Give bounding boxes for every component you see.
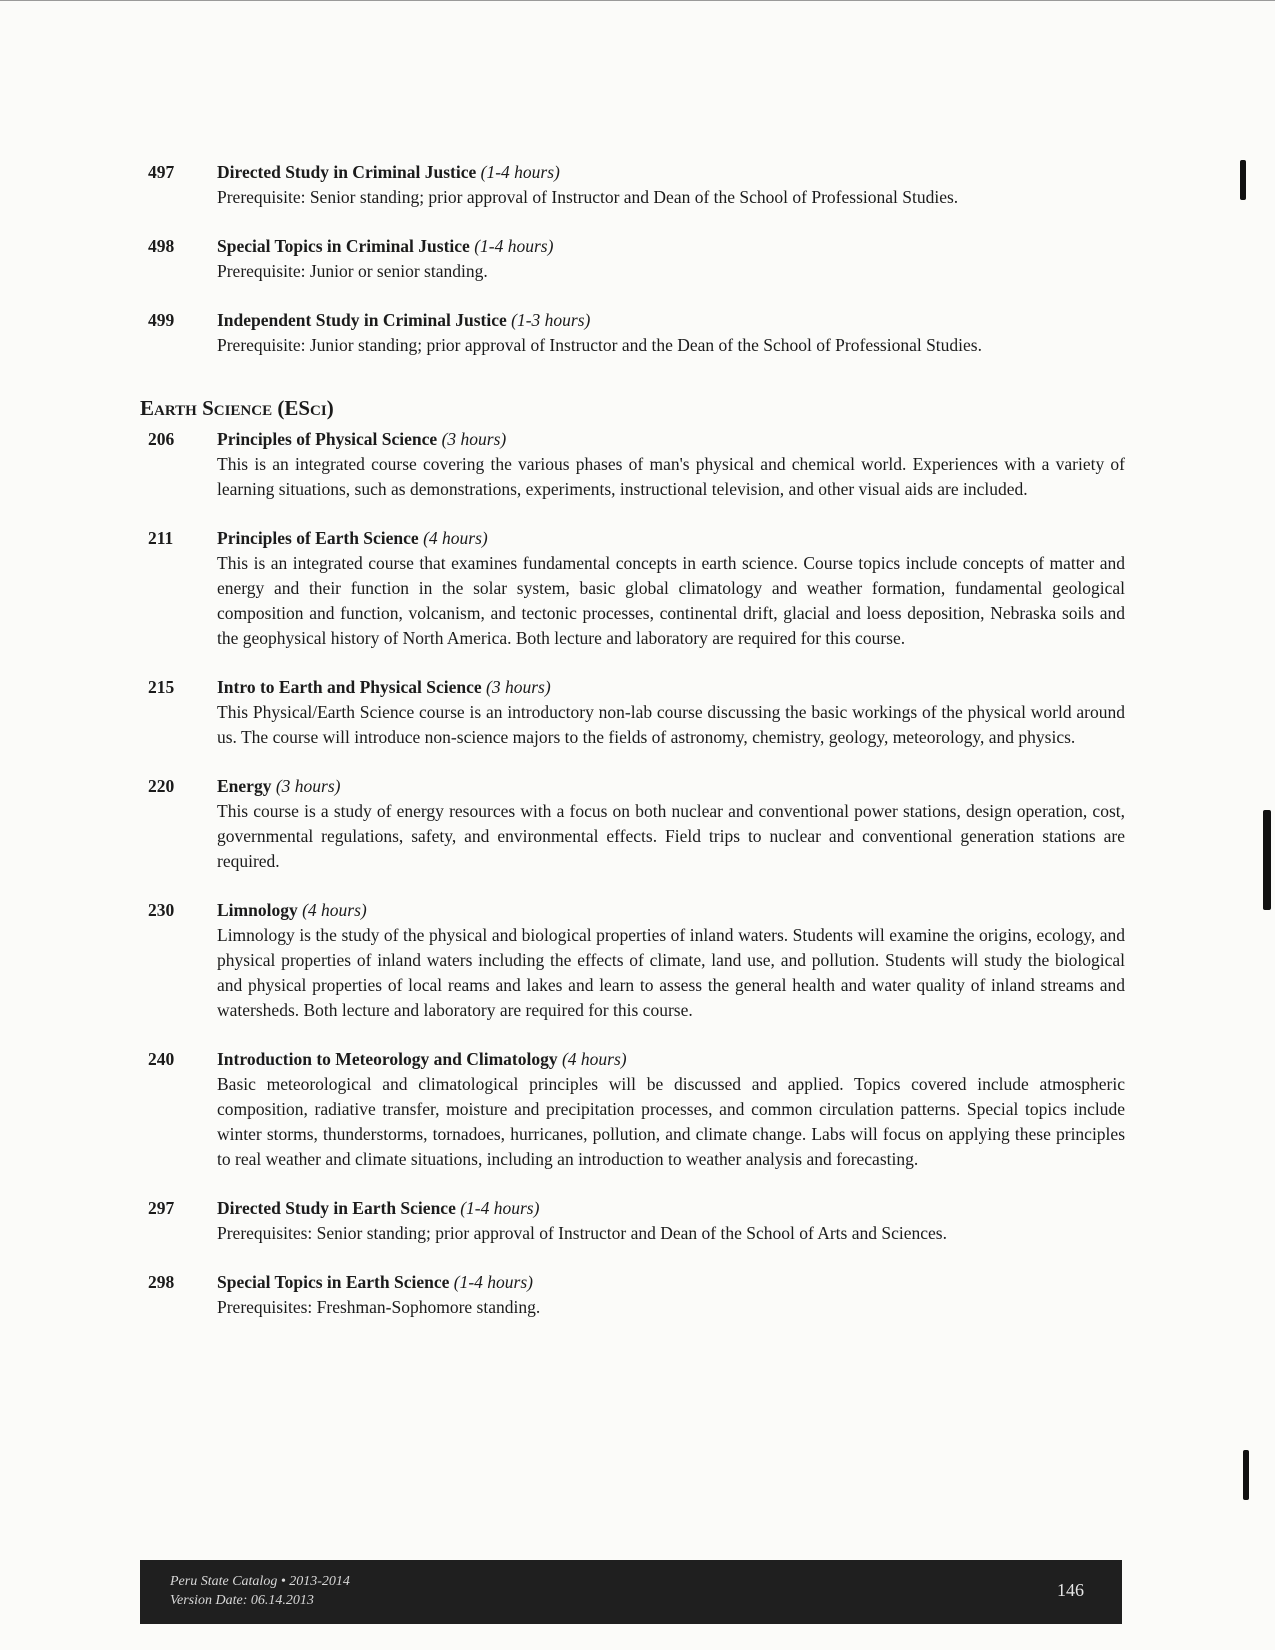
course-number: 298 [148, 1272, 175, 1292]
course-title: Directed Study in Criminal Justice [217, 162, 477, 182]
course-description: Basic meteorological and climatological principles will be discussed and applied. Topics covered include atmospheric composition, radiative transfer, moisture and precipitation processes, and common circulation patterns. Special topics include winter storms, thunderstorms, tornadoes, hurricanes, pollution, and climate change. Labs will focus on applying these principles to real weather and climate situations, including an introduction to weather analysis and forecasting. [217, 1074, 1125, 1169]
course-number: 297 [148, 1198, 175, 1218]
course-hours: (4 hours) [561, 1049, 627, 1069]
course-description: This course is a study of energy resources with a focus on both nuclear and conventional power stations, design operation, cost, governmental regulations, safety, and environmental effects. Field trips to nuclear and conventional generation stations are required. [217, 801, 1125, 871]
course-number: 220 [148, 776, 175, 796]
course-number: 206 [148, 429, 175, 449]
course-body [217, 675, 1125, 750]
course-title: Special Topics in Earth Science [217, 1272, 450, 1292]
course-body [217, 1196, 1125, 1246]
course-entry [140, 774, 1125, 874]
course-title: Independent Study in Criminal Justice [217, 310, 507, 330]
catalog-page [140, 160, 1125, 1320]
course-hours: (1-3 hours) [511, 310, 591, 330]
course-body [217, 774, 1125, 874]
course-body [217, 898, 1125, 1023]
course-body [217, 427, 1125, 502]
course-entry [140, 898, 1125, 1023]
course-hours: (3 hours) [441, 429, 507, 449]
course-description: Prerequisites: Senior standing; prior approval of Instructor and Dean of the School of Arts and Sciences. [217, 1223, 947, 1243]
course-hours: (1-4 hours) [453, 1272, 533, 1292]
course-entry [140, 427, 1125, 502]
course-number: 499 [148, 310, 175, 330]
course-hours: (1-4 hours) [474, 236, 554, 256]
course-title: Introduction to Meteorology and Climatology [217, 1049, 558, 1069]
course-entry [140, 160, 1125, 210]
course-list-criminal-justice [140, 160, 1125, 358]
footer-catalog-info [170, 1572, 350, 1610]
course-title: Energy [217, 776, 272, 796]
course-entry [140, 1270, 1125, 1320]
course-title: Limnology [217, 900, 298, 920]
course-title: Special Topics in Criminal Justice [217, 236, 470, 256]
course-hours: (3 hours) [486, 677, 551, 697]
course-number: 211 [148, 528, 174, 548]
course-list-earth-science [140, 427, 1125, 1320]
section-title: Earth Science (ESci) [140, 396, 334, 420]
course-description: This is an integrated course covering the various phases of man's physical and chemical world. Experiences with a variety of learning situations, such as demonstrations, experiments, instructional television, and other visual aids are included. [217, 454, 1125, 499]
footer-catalog-name: Peru State Catalog • 2013-2014 [170, 1574, 350, 1589]
course-description: Prerequisite: Junior standing; prior approval of Instructor and the Dean of the School of Professional Studies. [217, 335, 982, 355]
course-title: Principles of Earth Science [217, 528, 419, 548]
course-number: 497 [148, 162, 175, 182]
course-hours: (3 hours) [275, 776, 341, 796]
course-hours: (4 hours) [423, 528, 488, 548]
course-description: Prerequisite: Senior standing; prior approval of Instructor and Dean of the School of Professional Studies. [217, 187, 959, 207]
course-body [217, 1047, 1125, 1172]
course-description: This Physical/Earth Science course is an introductory non-lab course discussing the basic workings of the physical world around us. The course will introduce non-science majors to the fields of astronomy, chemistry, geology, meteorology, and physics. [217, 702, 1125, 747]
course-description: Limnology is the study of the physical and biological properties of inland waters. Students will examine the origins, ecology, and physical properties of inland waters including the effects of climate, land use, and pollution. Students will study the biological and physical properties of local reams and lakes and learn to assess the general health and water quality of inland streams and watersheds. Both lecture and laboratory are required for this course. [217, 925, 1125, 1020]
course-body [217, 234, 1125, 284]
course-entry [140, 1196, 1125, 1246]
course-entry [140, 234, 1125, 284]
scan-mark [1263, 810, 1271, 910]
course-description: Prerequisite: Junior or senior standing. [217, 261, 488, 281]
course-entry [140, 675, 1125, 750]
page-footer [140, 1560, 1122, 1624]
course-hours: (1-4 hours) [460, 1198, 540, 1218]
course-body [217, 526, 1125, 651]
course-description: Prerequisites: Freshman-Sophomore standing. [217, 1297, 541, 1317]
course-body [217, 160, 1125, 210]
scan-mark [1243, 1450, 1249, 1500]
course-title: Directed Study in Earth Science [217, 1198, 456, 1218]
course-title: Principles of Physical Science [217, 429, 438, 449]
course-body [217, 308, 1125, 358]
course-hours: (4 hours) [302, 900, 367, 920]
course-number: 498 [148, 236, 175, 256]
footer-version-date: Version Date: 06.14.2013 [170, 1593, 314, 1608]
course-hours: (1-4 hours) [480, 162, 560, 182]
page-number: 146 [1057, 1580, 1084, 1600]
scan-edge [0, 0, 1275, 1]
course-description: This is an integrated course that examines fundamental concepts in earth science. Course topics include concepts of matter and energy and their function in the solar system, basic global climatology and weather formation, fundamental geological composition and function, volcanism, and tectonic processes, continental drift, glacial and loess deposition, Nebraska soils and the geophysical history of North America. Both lecture and laboratory are required for this course. [217, 553, 1125, 648]
course-number: 230 [148, 900, 175, 920]
course-entry [140, 526, 1125, 651]
course-entry [140, 1047, 1125, 1172]
course-number: 215 [148, 677, 175, 697]
course-number: 240 [148, 1049, 175, 1069]
course-title: Intro to Earth and Physical Science [217, 677, 482, 697]
scan-mark [1240, 160, 1246, 200]
course-entry [140, 308, 1125, 358]
course-body [217, 1270, 1125, 1320]
